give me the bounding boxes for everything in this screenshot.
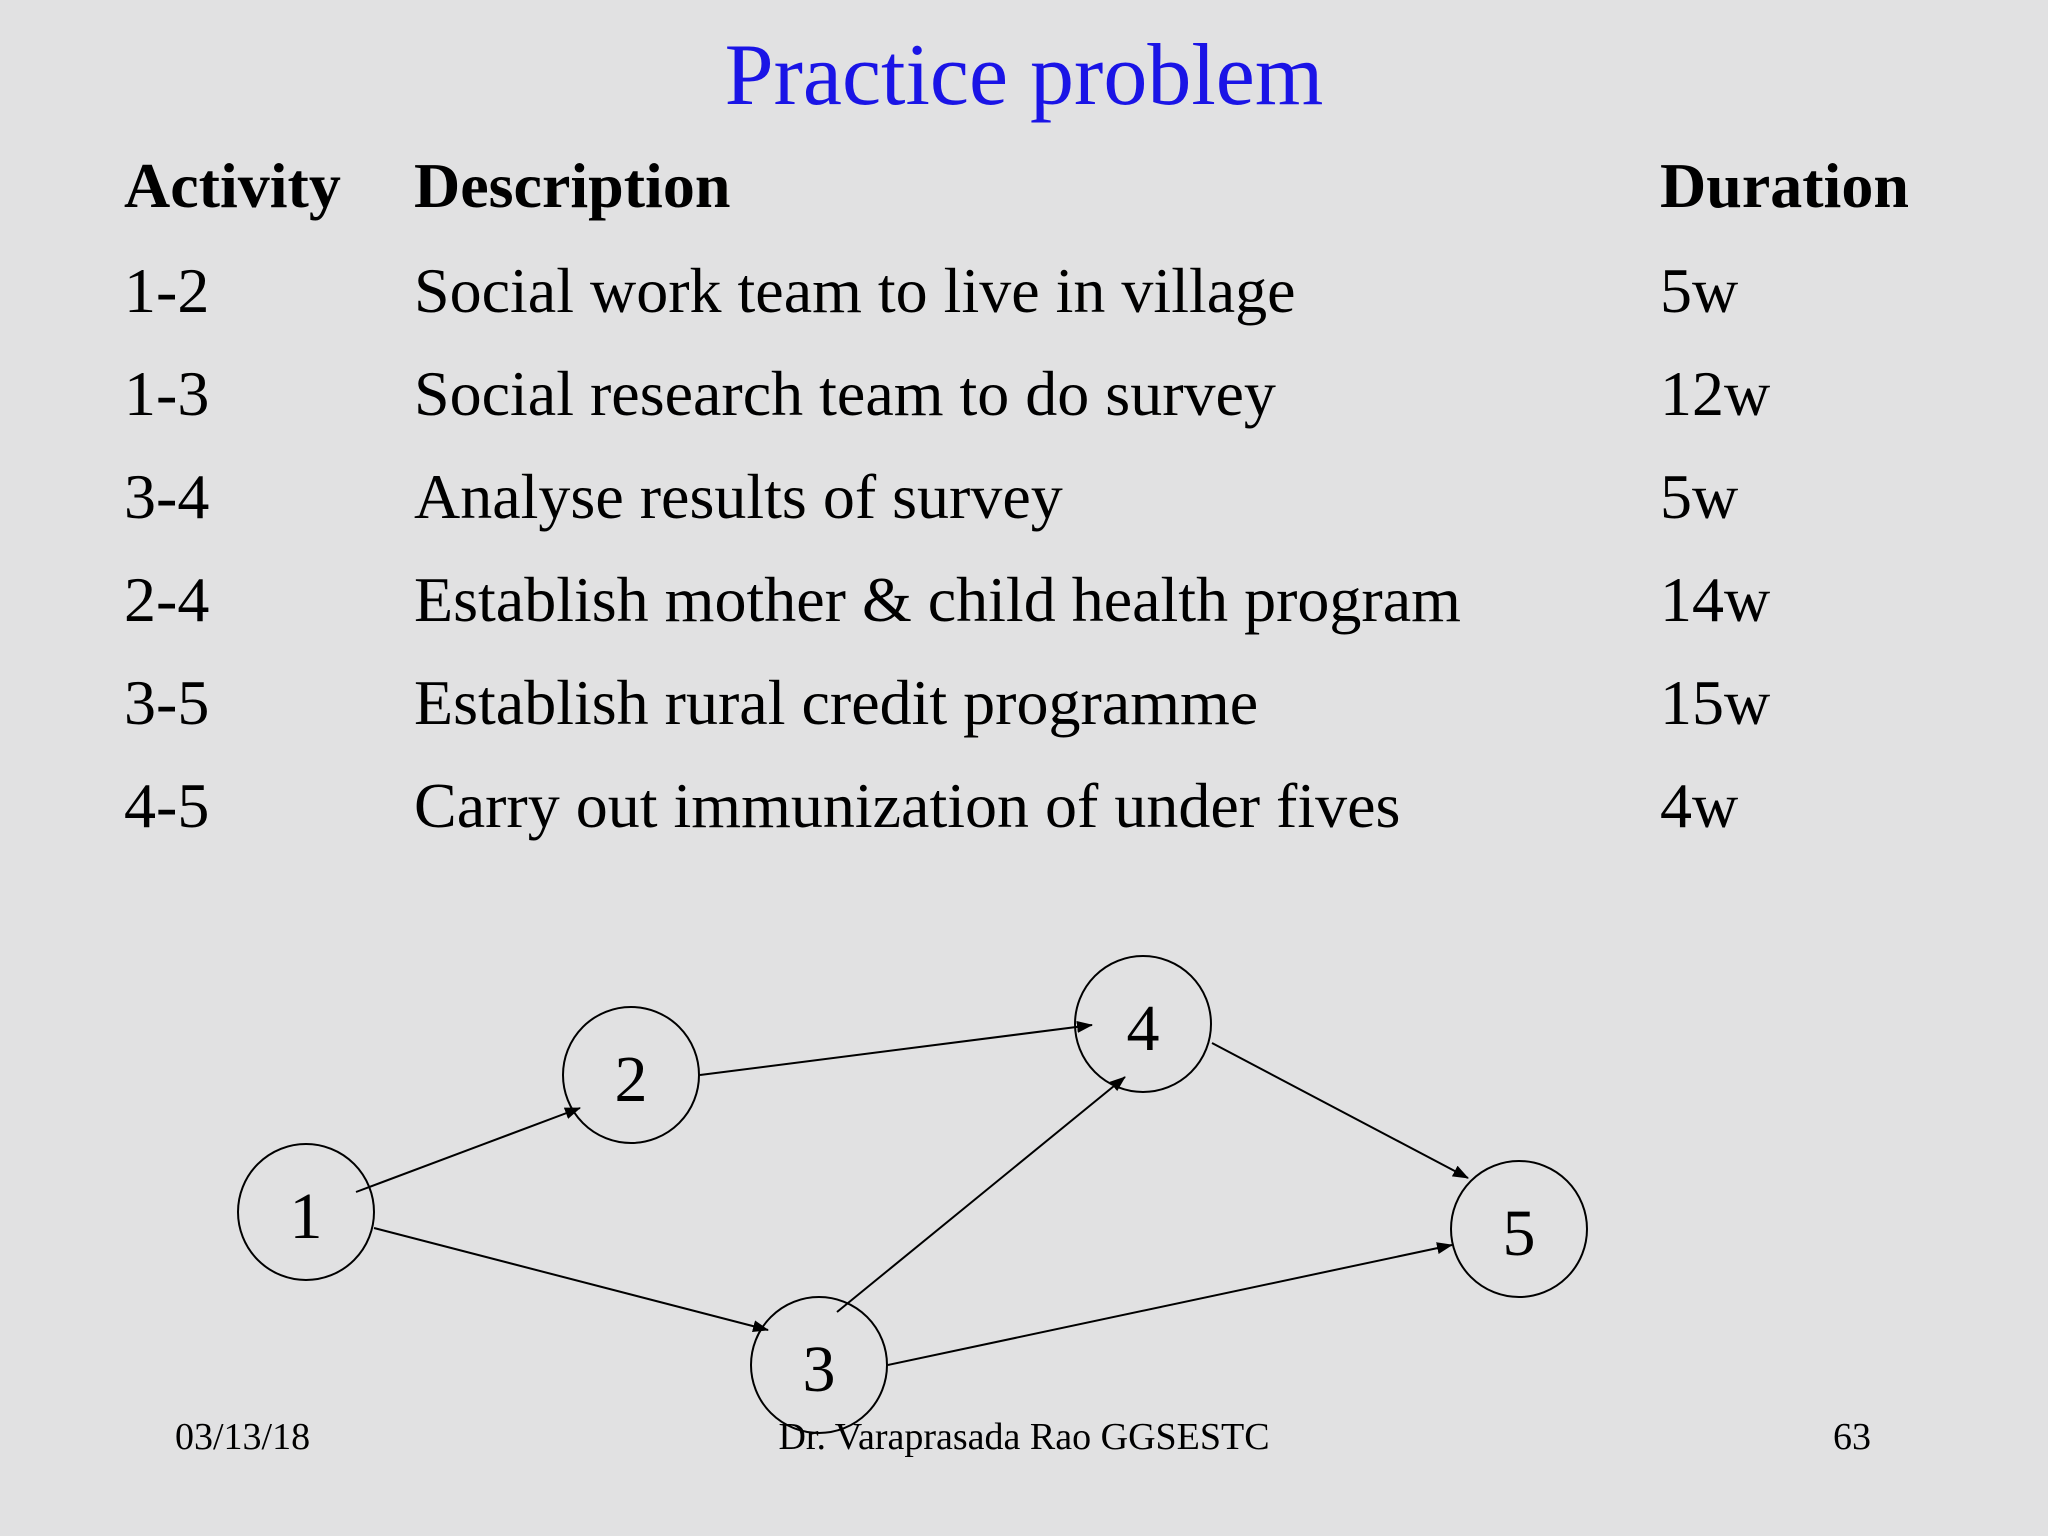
node-label: 2 bbox=[614, 1043, 648, 1116]
description-cell: Establish rural credit programme bbox=[414, 667, 1259, 738]
edge-4-5 bbox=[1212, 1043, 1468, 1178]
duration-cell: 5w bbox=[1660, 255, 1739, 326]
description-cell: Social research team to do survey bbox=[414, 358, 1276, 429]
header-activity: Activity bbox=[124, 150, 341, 221]
activity-cell: 1-3 bbox=[124, 358, 210, 429]
header-duration: Duration bbox=[1660, 150, 1909, 221]
node-label: 4 bbox=[1126, 992, 1160, 1065]
description-cell: Establish mother & child health program bbox=[414, 564, 1461, 635]
node-5 bbox=[1451, 1161, 1587, 1297]
description-cell: Analyse results of survey bbox=[414, 461, 1063, 532]
duration-cell: 14w bbox=[1660, 564, 1771, 635]
duration-cell: 15w bbox=[1660, 667, 1771, 738]
duration-cell: 5w bbox=[1660, 461, 1739, 532]
header-description: Description bbox=[414, 150, 731, 221]
node-2 bbox=[563, 1007, 699, 1143]
node-label: 5 bbox=[1502, 1197, 1536, 1270]
activity-cell: 1-2 bbox=[124, 255, 210, 326]
duration-cell: 4w bbox=[1660, 770, 1739, 841]
node-label: 3 bbox=[802, 1333, 836, 1406]
footer-author: Dr. Varaprasada Rao GGSESTC bbox=[778, 1416, 1270, 1458]
page-number: 63 bbox=[1833, 1416, 1871, 1458]
node-label: 1 bbox=[289, 1180, 323, 1253]
node-4 bbox=[1075, 956, 1211, 1092]
edge-3-5 bbox=[888, 1245, 1452, 1365]
node-1 bbox=[238, 1144, 374, 1280]
activity-cell: 3-5 bbox=[124, 667, 210, 738]
activity-cell: 2-4 bbox=[124, 564, 210, 635]
edge-1-2 bbox=[356, 1108, 580, 1192]
duration-cell: 12w bbox=[1660, 358, 1771, 429]
activity-cell: 3-4 bbox=[124, 461, 210, 532]
description-cell: Social work team to live in village bbox=[414, 255, 1296, 326]
edge-1-3 bbox=[374, 1228, 768, 1330]
footer-date: 03/13/18 bbox=[175, 1416, 311, 1458]
description-cell: Carry out immunization of under fives bbox=[414, 770, 1401, 841]
edge-2-4 bbox=[700, 1025, 1092, 1075]
activity-cell: 4-5 bbox=[124, 770, 210, 841]
slide-title: Practice problem bbox=[724, 27, 1324, 124]
edge-3-4 bbox=[837, 1077, 1125, 1312]
